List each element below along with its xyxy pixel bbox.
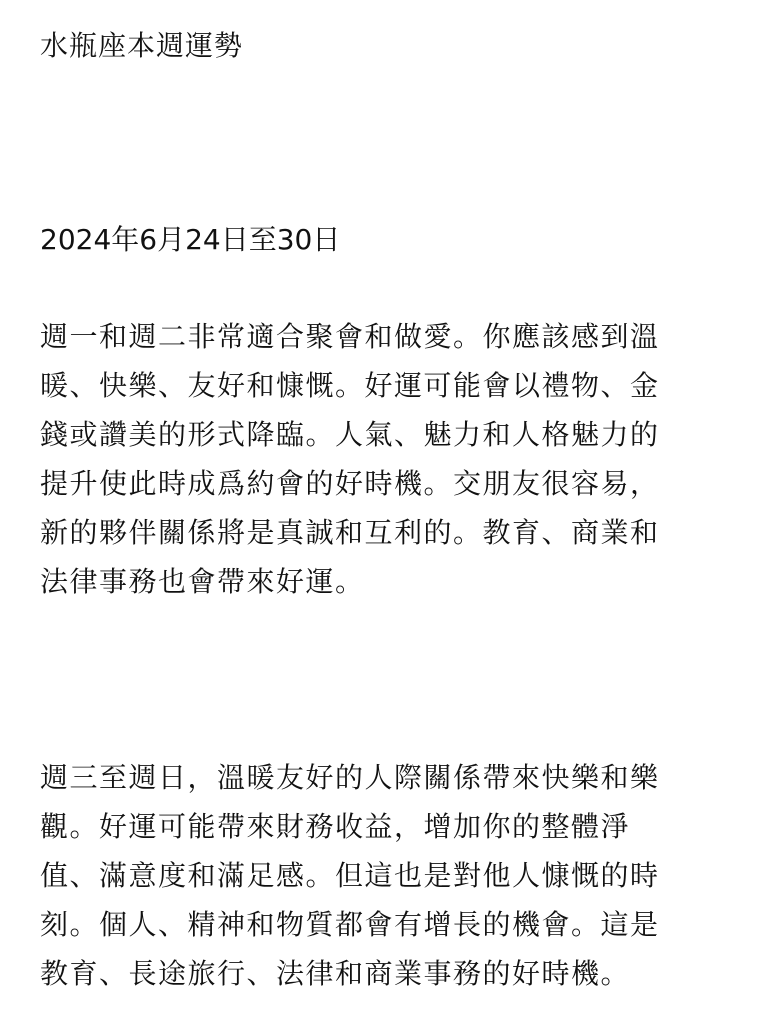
paragraph-line: 週一和週二非常適合聚會和做愛。你應該感到溫 (40, 320, 660, 353)
paragraph-line: 提升使此時成爲約會的好時機。交朋友很容易， (40, 467, 660, 500)
paragraph-line: 週三至週日，溫暖友好的人際關係帶來快樂和樂 (40, 761, 660, 794)
paragraph-line: 觀。好運可能帶來財務收益，增加你的整體淨 (40, 810, 631, 843)
paragraph-line: 新的夥伴關係將是真誠和互利的。教育、商業和 (40, 516, 660, 549)
paragraph-line: 教育、長途旅行、法律和商業事務的好時機。 (40, 957, 631, 990)
paragraph-line: 暖、快樂、友好和慷慨。好運可能會以禮物、金 (40, 369, 660, 402)
paragraph-line: 錢或讚美的形式降臨。人氣、魅力和人格魅力的 (40, 418, 660, 451)
paragraph-line: 法律事務也會帶來好運。 (40, 565, 365, 598)
paragraph-1 (40, 312, 730, 606)
page-title: 水瓶座本週運勢 (40, 29, 244, 62)
paragraph-line: 值、滿意度和滿足感。但這也是對他人慷慨的時 (40, 859, 660, 892)
paragraph-line: 刻。個人、精神和物質都會有增長的機會。這是 (40, 908, 660, 941)
date-range: 2024年6月24日至30日 (40, 223, 341, 256)
paragraph-2 (40, 753, 730, 998)
